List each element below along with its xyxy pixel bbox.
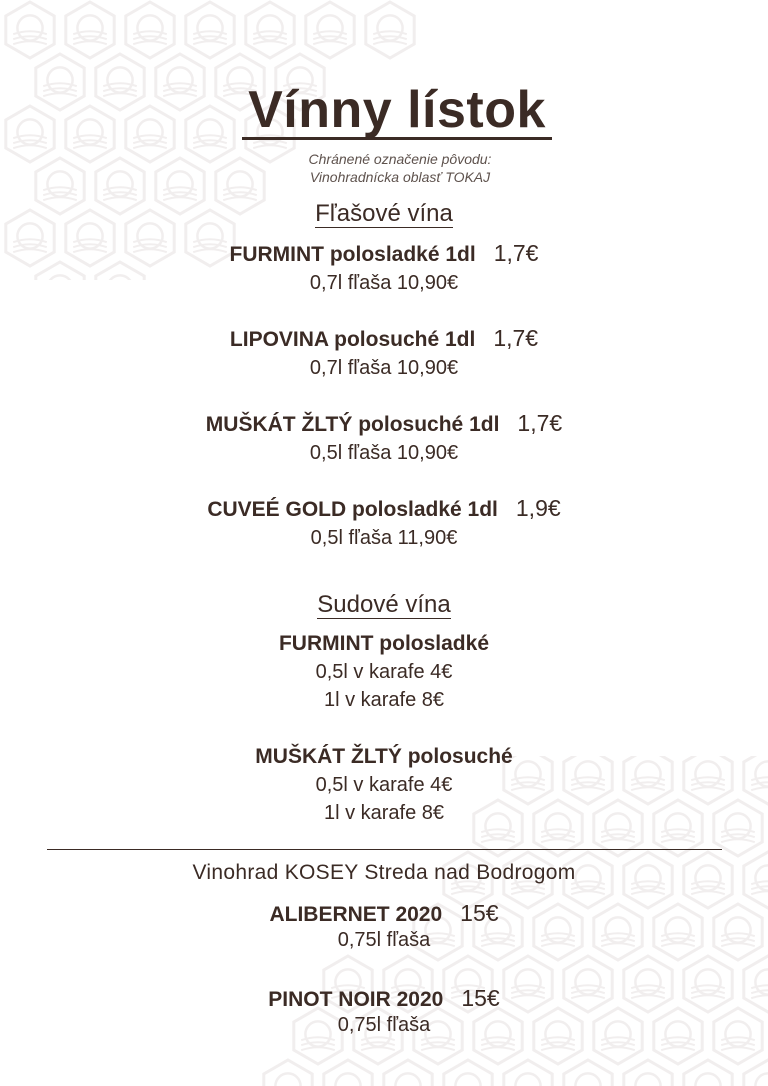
- vineyard-item-bottle: 0,75l fľaša: [337, 929, 431, 951]
- wine-item-name: MUŠKÁT ŽLTÝ polosuché 1dl 1,7€: [205, 410, 563, 436]
- divider-line: [47, 849, 722, 850]
- wine-item-bottle: 0,7l fľaša 10,90€: [309, 272, 459, 294]
- wine-item-price: 1,7€: [517, 410, 563, 436]
- page-title: Vínny lístok: [0, 80, 768, 140]
- vineyard-item-name: PINOT NOIR 2020 15€: [268, 985, 500, 1011]
- wine-item-price: 1,9€: [515, 495, 561, 521]
- origin-line-1: Chránené označenie pôvodu:: [308, 151, 492, 167]
- barrel-item-name: MUŠKÁT ŽLTÝ polosuché: [255, 745, 513, 768]
- wine-item-name: LIPOVINA polosuché 1dl 1,7€: [229, 325, 539, 351]
- wine-item-name: CUVEÉ GOLD polosladké 1dl 1,9€: [207, 495, 561, 521]
- vineyard-item-price: 15€: [461, 985, 500, 1011]
- wine-item-bottle: 0,7l fľaša 10,90€: [309, 357, 459, 379]
- vineyard-item-price: 15€: [460, 900, 499, 926]
- wine-item-bottle: 0,5l fľaša 11,90€: [310, 527, 458, 549]
- barrel-item-line: 1l v karafe 8€: [323, 802, 445, 824]
- origin-line-2: Vinohradnícka oblasť TOKAJ: [309, 169, 491, 185]
- wine-item-name: FURMINT polosladké 1dl 1,7€: [229, 240, 539, 266]
- vineyard-heading: Vinohrad KOSEY Streda nad Bodrogom: [192, 861, 576, 884]
- barrel-item-name: FURMINT polosladké: [278, 632, 489, 655]
- origin-note: [210, 150, 590, 186]
- section-heading-barrel: Sudové vína: [317, 591, 451, 618]
- wine-item-price: 1,7€: [493, 325, 539, 351]
- barrel-item-line: 0,5l v karafe 4€: [315, 661, 453, 683]
- barrel-item-line: 1l v karafe 8€: [323, 689, 445, 711]
- wine-item-price: 1,7€: [493, 240, 539, 266]
- vineyard-item-name: ALIBERNET 2020 15€: [269, 900, 499, 926]
- barrel-item-line: 0,5l v karafe 4€: [315, 774, 453, 796]
- vineyard-item-bottle: 0,75l fľaša: [337, 1014, 431, 1036]
- wine-item-bottle: 0,5l fľaša 10,90€: [309, 442, 459, 464]
- section-heading-bottle: Fľašové vína: [315, 200, 453, 227]
